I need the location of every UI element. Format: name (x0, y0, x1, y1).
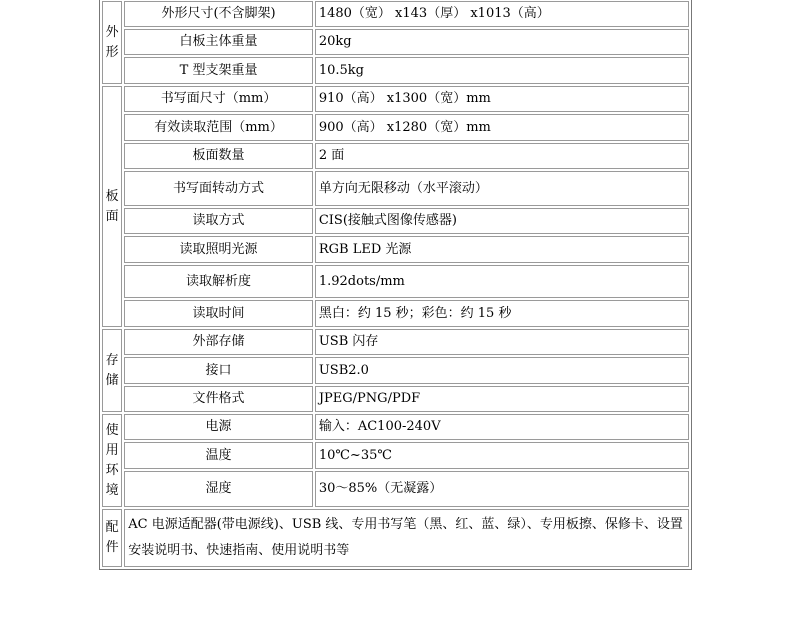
table-row (102, 208, 689, 234)
accessories-text: AC 电源适配器(带电源线)、USB 线、专用书写笔（黑、红、蓝、绿）、专用板擦、保修卡、设置安装说明书、快速指南、使用说明书等 (124, 509, 689, 567)
spec-label: 外形尺寸(不含脚架) (124, 1, 313, 27)
spec-label: 湿度 (124, 471, 313, 507)
section-group-text: 存 储 (105, 352, 119, 388)
spec-label: 有效读取范围（mm） (124, 114, 313, 141)
spec-label: 读取时间 (124, 300, 313, 327)
spec-value: 黑白：约 15 秒；彩色：约 15 秒 (315, 300, 689, 327)
spec-value: 1480（宽） x143（厚） x1013（高） (315, 1, 689, 27)
table-row (102, 143, 689, 169)
spec-value: RGB LED 光源 (315, 236, 689, 263)
section-group-text: 板 面 (105, 188, 119, 224)
accessories-group-text: 配 件 (105, 520, 119, 555)
section-group-label (102, 1, 122, 84)
spec-value: 输入：AC100-240V (315, 414, 689, 440)
spec-label: 读取方式 (124, 208, 313, 234)
table-row (102, 300, 689, 327)
spec-value: 1.92dots/mm (315, 265, 689, 298)
spec-label: 白板主体重量 (124, 29, 313, 55)
section-group-label (102, 329, 122, 412)
spec-value: 2 面 (315, 143, 689, 169)
spec-value: 10℃~35℃ (315, 442, 689, 469)
spec-value: 900（高） x1280（宽）mm (315, 114, 689, 141)
spec-label: 书写面尺寸（mm） (124, 86, 313, 112)
table-row (102, 471, 689, 507)
spec-value: CIS(接触式图像传感器) (315, 208, 689, 234)
spec-table (99, 0, 692, 570)
spec-label: 书写面转动方式 (124, 171, 313, 206)
spec-label: 文件格式 (124, 386, 313, 412)
spec-value: USB2.0 (315, 357, 689, 384)
table-row (102, 414, 689, 440)
table-row (102, 171, 689, 206)
section-group-text: 使 用 环 境 (105, 422, 119, 498)
spec-value: USB 闪存 (315, 329, 689, 355)
table-row (102, 357, 689, 384)
spec-label: 板面数量 (124, 143, 313, 169)
spec-value: 20kg (315, 29, 689, 55)
accessories-group-label (102, 509, 122, 567)
table-row (102, 265, 689, 298)
spec-label: T 型支架重量 (124, 57, 313, 84)
table-row (102, 329, 689, 355)
table-row (102, 114, 689, 141)
spec-label: 接口 (124, 357, 313, 384)
spec-label: 外部存储 (124, 329, 313, 355)
table-row (102, 29, 689, 55)
table-row (102, 386, 689, 412)
spec-value: 单方向无限移动（水平滚动） (315, 171, 689, 206)
spec-value: JPEG/PNG/PDF (315, 386, 689, 412)
table-row (102, 1, 689, 27)
spec-table-body (102, 1, 689, 567)
spec-label: 读取照明光源 (124, 236, 313, 263)
section-group-label (102, 86, 122, 327)
table-row (102, 57, 689, 84)
section-group-label (102, 414, 122, 507)
spec-label: 温度 (124, 442, 313, 469)
table-row (102, 86, 689, 112)
spec-label: 电源 (124, 414, 313, 440)
table-row-accessories (102, 509, 689, 567)
spec-value: 910（高） x1300（宽）mm (315, 86, 689, 112)
table-row (102, 442, 689, 469)
spec-value: 30～85%（无凝露） (315, 471, 689, 507)
section-group-text: 外 形 (105, 24, 119, 60)
table-row (102, 236, 689, 263)
spec-value: 10.5kg (315, 57, 689, 84)
spec-label: 读取解析度 (124, 265, 313, 298)
